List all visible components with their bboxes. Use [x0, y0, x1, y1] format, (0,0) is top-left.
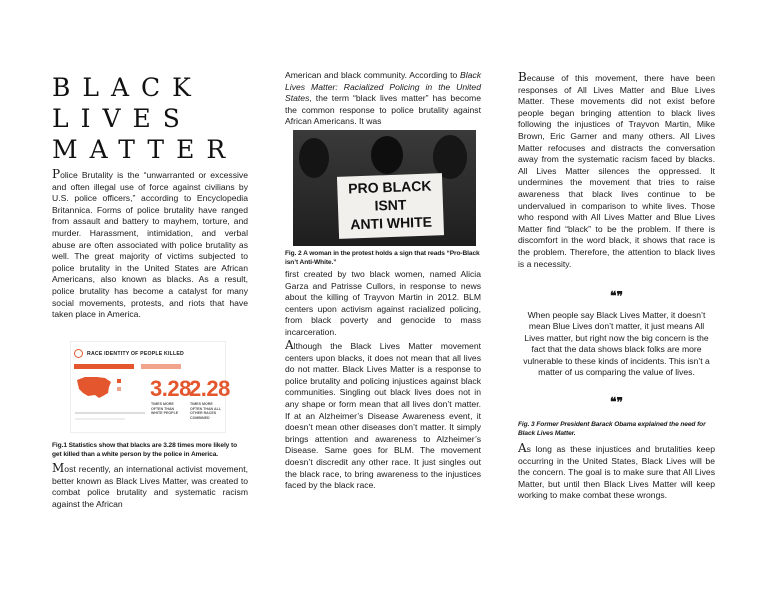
infographic [70, 341, 230, 433]
col3-paragraph-1 [518, 72, 715, 270]
source-title: Black Lives Matter: Racialized Policing in the United States [285, 70, 481, 104]
dropcap: B [518, 70, 527, 84]
title-line-1: BLACK [52, 73, 203, 102]
title-line-2: LIVES [52, 104, 192, 133]
stat-caption-1: TIMES MORE OFTEN THAN WHITE PEOPLE [151, 402, 179, 416]
infographic-icon [74, 349, 83, 358]
infographic-bar [141, 364, 181, 369]
col2-paragraph-1 [285, 70, 481, 128]
col2-paragraph-2: first created by two black women, named Alicia Garza and Patrisse Cullors, in response to news about the killing of Trayvon Martin in 2012. BLM centers upon activism against racialized policing, from black poverty and genocide to mass incarceration. [285, 269, 481, 337]
legend-swatch [117, 387, 121, 391]
col1-paragraph-2-text: ost recently, an international activist movement, better known as Black Lives Matter, was created to combat police brutality and systematic racism against the African [52, 464, 248, 509]
col3-paragraph-2 [518, 443, 715, 502]
dropcap: A [285, 338, 294, 352]
divider [75, 412, 145, 414]
sign-text: ISNT [374, 196, 407, 214]
protest-photo [293, 130, 476, 246]
stat-caption-2: TIMES MORE OFTEN THAN ALL OTHER RACES COMBINED [190, 402, 221, 420]
col2-paragraph-1-suffix: , the term “black lives matter” has become the common response to police brutality against African Americans. It was [285, 93, 481, 127]
dropcap: A [518, 441, 527, 455]
col2-paragraph-3-text: lthough the Black Lives Matter movement centers upon blacks, it does not mean that all lives do not matter. Black Lives Matter is a response to police brutality and policing injustices against black communities. Singling out black lives does not in any shape or form mean that all lives don’t matter. If at an Alzheimer’s Disease Awareness event, it doesn’t mean other diseases don’t matter. It simply brings attention and awareness to Alzheimer’s Disease. Same goes for BLM. The movement doesn’t discredit any other race. It just singles out the black race, to bring awareness to the injustices faced by the black race. [285, 341, 481, 491]
dropcap: M [52, 461, 65, 475]
obama-quote: When people say Black Lives Matter, it doesn’t mean Blue Lives don’t matter, it just means All Lives matter, but right now the big concern is the fact that the data shows black folks are more vulnerable to these kinds of incidents. This isn’t a matter of us comparing the value of lives. [523, 310, 710, 378]
col2-paragraph-3 [285, 340, 481, 492]
protest-sign [337, 173, 444, 239]
sign-text: PRO BLACK [347, 177, 432, 197]
col1-paragraph-2 [52, 463, 248, 510]
fig2-caption: Fig. 2 A woman in the protest holds a sign that reads “Pro-Black isn’t Anti-White.” [285, 250, 480, 266]
col3-paragraph-1-text: ecause of this movement, there have been responses of All Lives Matter and Blue Lives Matter. These movements did not exist before people began bringing attention to black lives following the injustices of Trayvon Martin, Mike Brown, Eric Garner and many others. All Lives Matter refocuses and distracts the conversation away from the systematic racism faced by blacks. All Lives Matter silences the oppressed. It undermines the movement that tries to raise awareness that black lives continue to be undervalued in comparison to white lives. Those who respond with All Lives Matter and Blue Lives Matter find “black” to be the problem. If there is discomfort in the word black, it shows that race is the problem. Therefore, the attention to black lives is a necessity. [518, 73, 715, 269]
stat-value-2: 2.28 [189, 376, 230, 401]
legend-swatch [117, 379, 121, 383]
stat-value-1: 3.28 [150, 376, 191, 401]
intro-text: olice Brutality is the “unwarranted or excessive and often illegal use of force against civilians by U.S. police officers,” according to Encyclopedia Britannica. Forms of police brutality have ranged from assault and battery to mayhem, torture, and murder. Harassment, intimidation, and verbal abuse are often associated with police brutality as well. The great majority of victims subjected to police brutality in the United States are African Americans, also known as blacks. As a result, police brutality has become a catalyst for many social movements, protests, and riots that have taken place in America. [52, 170, 248, 320]
infographic-heading [74, 349, 184, 358]
us-map-icon [75, 374, 113, 400]
quote-mark-close-icon: ❝❞ [610, 395, 623, 409]
infographic-heading-text: RACE IDENTITY OF PEOPLE KILLED [87, 350, 184, 357]
fig3-caption: Fig. 3 Former President Barack Obama explained the need for Black Lives Matter. [518, 421, 706, 437]
divider [75, 418, 125, 420]
title-line-3: MATTER [52, 135, 238, 164]
col3-paragraph-2-text: s long as these injustices and brutalities keep occurring in the United States, Black Lives will be the concern. The goal is to make sure that All Lives Matter, but until then Black Lives Matter will keep working to make combat these wrongs. [518, 444, 715, 501]
col2-paragraph-1-prefix: American and black community. According to [285, 70, 460, 80]
fig1-caption: Fig.1 Statistics show that blacks are 3.28 times more likely to get killed than a white person by the police in America. [52, 442, 237, 458]
sign-text: ANTI WHITE [350, 213, 433, 233]
infographic-bar [74, 364, 134, 369]
intro-paragraph [52, 169, 248, 321]
dropcap: P [52, 167, 61, 181]
page-title [52, 72, 237, 165]
quote-mark-open-icon: ❝❞ [610, 289, 623, 303]
